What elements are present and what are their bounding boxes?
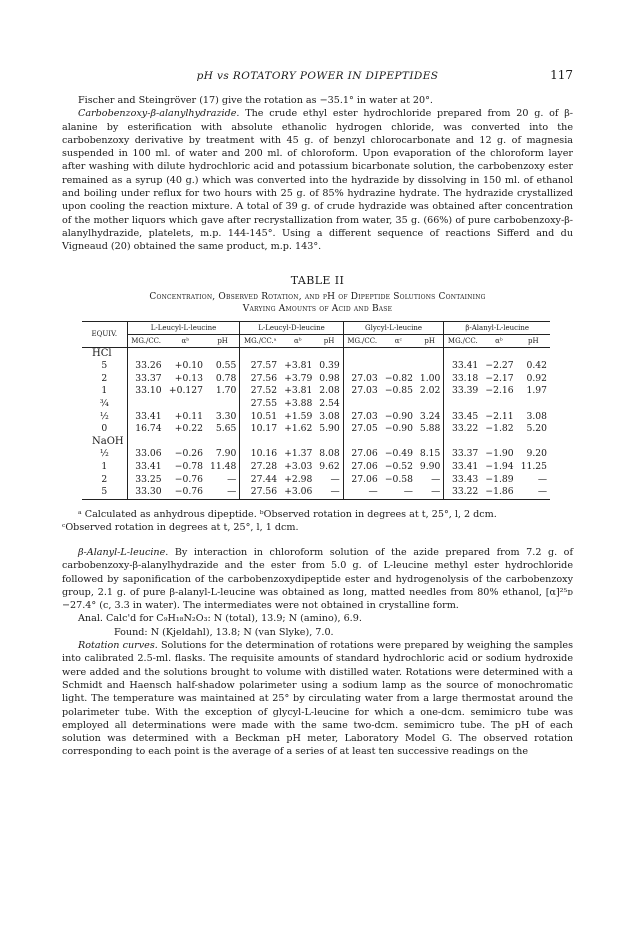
- table-cell: [206, 436, 240, 449]
- table-cell: −0.78: [174, 460, 203, 472]
- table-cell: −0.26: [174, 448, 203, 460]
- table-cell: 27.03: [343, 373, 380, 386]
- table-cell: 27.03: [343, 411, 380, 424]
- paragraph-hydrazide-title: Carbobenzoxy-β-alanylhydrazide.: [78, 108, 240, 120]
- equiv-cell: 2: [101, 473, 108, 485]
- table-cell: 10.16: [240, 448, 280, 461]
- table-cell: 10.51: [240, 411, 280, 424]
- table-cell: 33.43: [444, 474, 481, 487]
- table-cell: [343, 398, 380, 411]
- subheader-cell: pH: [416, 334, 444, 347]
- table-cell: —: [330, 473, 340, 485]
- table-cell: −0.52: [384, 460, 413, 472]
- table-cell: 2.02: [419, 385, 441, 397]
- table-cell: 33.26: [127, 360, 164, 373]
- table-cell: [444, 347, 481, 360]
- table-cell: [127, 398, 164, 411]
- paragraph-rotation-curves: [62, 639, 573, 759]
- table-subheader-row: [82, 334, 550, 347]
- table-cell: [444, 436, 481, 449]
- table-cell: 33.22: [444, 486, 481, 499]
- table-cell: 33.41: [444, 360, 481, 373]
- table-cell: 27.57: [240, 360, 280, 373]
- page-number: 117: [550, 68, 573, 82]
- subheader-cell: pH: [517, 334, 550, 347]
- table-cell: [315, 347, 343, 360]
- table-cell: [127, 347, 164, 360]
- table-cell: [240, 347, 280, 360]
- equiv-cell: ½: [99, 448, 109, 460]
- table-footnote-2: ᶜObserved rotation in degrees at t, 25°, l, 1 dcm.: [62, 521, 299, 533]
- subheader-cell: MG./CC.ᵃ: [240, 334, 280, 347]
- table-cell: 27.05: [343, 423, 380, 436]
- table-cell: +0.22: [174, 423, 203, 435]
- table-cell: 11.25: [520, 460, 547, 472]
- table-cell: [416, 360, 444, 373]
- table-cell: 33.06: [127, 448, 164, 461]
- paragraph-hydrazide: [62, 107, 573, 253]
- table-cell: 33.41: [444, 461, 481, 474]
- table-cell: +0.13: [174, 372, 203, 384]
- table-cell: −0.85: [384, 385, 413, 397]
- table-cell: [381, 398, 416, 411]
- table-cell: 27.06: [343, 461, 380, 474]
- table-cell: 33.41: [127, 461, 164, 474]
- table-cell: 9.62: [319, 460, 340, 472]
- table-cell: −0.49: [384, 448, 413, 460]
- table-cell: −1.94: [485, 460, 514, 472]
- table-cell: [343, 360, 380, 373]
- subheader-cell: αᵇ: [280, 334, 315, 347]
- equiv-cell: 1: [101, 385, 108, 397]
- table-cell: 27.06: [343, 448, 380, 461]
- table-cell: 1.70: [215, 385, 237, 397]
- paragraph-alanyl-leucine: [62, 546, 573, 612]
- table-cell: [416, 347, 444, 360]
- table-cell: 27.55: [240, 398, 280, 411]
- table-footnote-1: ᵃ Calculated as anhydrous dipeptide. ᵇObserved rotation in degrees at t, 25°, l, 2 dcm.: [78, 508, 497, 520]
- table-cell: [444, 398, 481, 411]
- table-cell: −0.90: [384, 410, 413, 422]
- table-row: [82, 385, 550, 398]
- table-cell: +1.59: [284, 410, 313, 422]
- table-cell: [517, 398, 550, 411]
- table-cell: [517, 347, 550, 360]
- table-cell: 1.00: [419, 372, 441, 384]
- table-cell: −2.17: [485, 372, 514, 384]
- table-cell: +0.11: [174, 410, 203, 422]
- subheader-cell: αᵇ: [165, 334, 206, 347]
- table-cell: +3.81: [284, 360, 313, 372]
- equiv-cell: ½: [99, 410, 109, 422]
- table-cell: +1.37: [284, 448, 313, 460]
- table-cell: [280, 347, 315, 360]
- table-cell: 10.17: [240, 423, 280, 436]
- table-cell: [416, 398, 444, 411]
- table-cell: —: [381, 486, 416, 499]
- paragraph-rotation-curves-body: Solutions for the determination of rotations were prepared by weighing the samples into calibrated 2.5-ml. flasks. The requisite amounts of standard hydrochloric acid or sodium hydroxide were added and the solutions brought to volume with distilled water. Rotations were determined with a Schmidt and Haensch half-shadow polarimeter using a sodium lamp as the source of monochromatic light. The temperature was maintained at 25° by circulating water from a large thermostat around the polarimeter tube. With the exception of glycyl-L-leucine for which a one-dcm. semimicro tube was employed all determinations were made with the same two-dcm. semimicro tube. The pH of each solution was determined with a Beckman pH meter, Laboratory Model G. The observed rotation corresponding to each point is the average of a series of at least ten successive readings on the: [62, 640, 573, 758]
- table-cell: 2.54: [319, 397, 340, 409]
- table-cell: 33.25: [127, 474, 164, 487]
- table-cell: −1.86: [481, 486, 516, 499]
- table-cell: 27.56: [240, 486, 280, 499]
- table-cell: —: [517, 486, 550, 499]
- analysis-found: Found: N (Kjeldahl), 13.8; N (van Slyke), 7.0.: [114, 626, 334, 638]
- table-cell: 5.20: [526, 423, 547, 435]
- table-cell: 0.39: [319, 360, 340, 372]
- table-cell: 33.39: [444, 385, 481, 398]
- table-cell: 1.97: [526, 385, 547, 397]
- equiv-cell: 0: [101, 423, 108, 435]
- table-cell: +3.03: [284, 460, 313, 472]
- table-cell: +2.98: [284, 473, 313, 485]
- table-cell: −1.90: [485, 448, 514, 460]
- table-cell: —: [343, 486, 380, 499]
- table-cell: −0.76: [165, 486, 206, 499]
- subheader-cell: pH: [206, 334, 240, 347]
- table-cell: 5.65: [215, 423, 237, 435]
- table-cell: [280, 436, 315, 449]
- table-cell: 5.90: [319, 423, 340, 435]
- table-cell: 7.90: [215, 448, 237, 460]
- table-row: [82, 360, 550, 373]
- table-cell: —: [537, 473, 547, 485]
- table-cell: +3.88: [284, 397, 313, 409]
- table-cell: [206, 398, 240, 411]
- data-table: [82, 321, 550, 500]
- table-row: [82, 373, 550, 386]
- table-cell: 33.18: [444, 373, 481, 386]
- table-cell: 0.78: [215, 372, 237, 384]
- table-row: [82, 474, 550, 487]
- analysis-calculated: Anal. Calc'd for C₉H₁₈N₂O₃: N (total), 13.9; N (amino), 6.9.: [78, 613, 362, 625]
- running-title: pH vs ROTATORY POWER IN DIPEPTIDES: [196, 70, 439, 82]
- paragraph-alanyl-leucine-title: β-Alanyl-L-leucine.: [78, 546, 169, 558]
- table-cell: [127, 436, 164, 449]
- table-cell: 0.98: [319, 372, 340, 384]
- table-cell: 27.52: [240, 385, 280, 398]
- equiv-cell: 1: [101, 460, 108, 472]
- table-cell: 0.55: [215, 360, 237, 372]
- table-cell: [381, 360, 416, 373]
- table-cell: —: [431, 473, 441, 485]
- equiv-cell: 5: [101, 360, 108, 372]
- table-cell: 33.10: [127, 385, 164, 398]
- table-cell: 33.37: [127, 373, 164, 386]
- table-section-label: NaOH: [92, 435, 124, 447]
- table-cell: 9.90: [419, 460, 441, 472]
- table-cell: 27.28: [240, 461, 280, 474]
- table-body: [82, 347, 550, 499]
- paragraph-fischer: Fischer and Steingröver (17) give the rotation as −35.1° in water at 20°.: [78, 95, 433, 106]
- table-cell: 3.24: [419, 410, 441, 422]
- subheader-cell: MG./CC.: [444, 334, 481, 347]
- table-cell: [416, 436, 444, 449]
- table-cell: 8.08: [319, 448, 340, 460]
- table-group-header-row: [82, 321, 550, 334]
- group-header-glycyl-l-leucine: Glycyl-L-leucine: [343, 321, 444, 334]
- table-section-label: HCl: [92, 347, 112, 359]
- equiv-cell: ¾: [99, 397, 109, 409]
- table-cell: —: [416, 486, 444, 499]
- table-cell: [165, 436, 206, 449]
- table-cell: −0.58: [384, 473, 413, 485]
- table-cell: 33.30: [127, 486, 164, 499]
- table-caption-line-2: Varying Amounts of Acid and Base: [242, 303, 393, 314]
- table-caption: [62, 291, 573, 315]
- table-cell: −1.82: [485, 423, 514, 435]
- table-row: [82, 423, 550, 436]
- table-cell: +0.127: [168, 385, 203, 397]
- table-cell: 2.08: [319, 385, 340, 397]
- table-cell: 33.22: [444, 423, 481, 436]
- table-cell: 3.08: [319, 410, 340, 422]
- table-cell: +3.81: [284, 385, 313, 397]
- table-cell: −2.27: [485, 360, 514, 372]
- table-cell: −0.76: [174, 473, 203, 485]
- table-cell: +1.62: [284, 423, 313, 435]
- table-cell: [481, 347, 516, 360]
- table-cell: 27.56: [240, 373, 280, 386]
- table-cell: [165, 347, 206, 360]
- table-cell: −0.90: [384, 423, 413, 435]
- table-cell: 33.37: [444, 448, 481, 461]
- table-cell: [206, 347, 240, 360]
- table-cell: −1.89: [485, 473, 514, 485]
- table-cell: [240, 436, 280, 449]
- table-cell: 27.44: [240, 474, 280, 487]
- paragraph-hydrazide-body: The crude ethyl ester hydrochloride prepared from 20 g. of β-alanine by esterification with absolute ethanolic hydrogen chloride, was converted into the carbobenzoxy derivative by treatment with 45 g. of benzyl chlorocarbonate and 12 g. of magnesia suspended in 100 ml. of water and 200 ml. of chloroform. Upon evaporation of the chloroform layer after washing with dilute hydrochloric acid and potassium bicarbonate solution, the carbobenzoxy ester remained as a syrup (40 g.) which was converted into the hydrazide by dissolving in 150 ml. of ethanol and boiling under reflux for two hours with 25 g. of 85% hydrazine hydrate. The hydrazide crystallized upon cooling the reaction mixture. A total of 39 g. of crude hydrazide was obtained after concentration of the mother liquors which gave after recrystallization from water, 35 g. (66%) of pure carbobenzoxy-β-alanylhydrazide, platelets, m.p. 144-145°. Using a different sequence of reactions Sifferd and du Vigneaud (20) obtained the same product, m.p. 143°.: [62, 108, 573, 253]
- subheader-cell: MG./CC.: [343, 334, 380, 347]
- table-cell: 27.03: [343, 385, 380, 398]
- paragraph-alanyl-leucine-body: By interaction in chloroform solution of the azide prepared from 7.2 g. of carbobenzoxy-β-alanylhydrazide and the ester from 5.0 g. of L-leucine methyl ester hydrochloride followed by saponification of the carbobenzoxydipeptide ester and hydrogenolysis of the carbobenzoxy group, 2.1 g. of pure β-alanyl-L-leucine was obtained as long, matted needles from 80% ethanol, [α]²⁵ᴅ −27.4° (c, 3.3 in water). The intermediates were not obtained in crystalline form.: [62, 546, 573, 612]
- table-cell: —: [227, 473, 237, 485]
- table-row: [82, 448, 550, 461]
- table-section-row: [82, 436, 550, 449]
- table-cell: +3.06: [280, 486, 315, 499]
- table-cell: −2.16: [485, 385, 514, 397]
- table-cell: 3.08: [526, 410, 547, 422]
- table-cell: +3.79: [284, 372, 313, 384]
- table-cell: 0.42: [526, 360, 547, 372]
- table-label: TABLE II: [290, 273, 345, 287]
- table-cell: 16.74: [127, 423, 164, 436]
- table-cell: 27.06: [343, 474, 380, 487]
- table-section-row: [82, 347, 550, 360]
- table-cell: 9.20: [526, 448, 547, 460]
- equiv-cell: 5: [82, 486, 127, 499]
- subheader-cell: αᶜ: [381, 334, 416, 347]
- table-cell: −0.82: [384, 372, 413, 384]
- table-row: [82, 398, 550, 411]
- paragraph-rotation-curves-title: Rotation curves.: [78, 640, 158, 652]
- group-header-alanyl-l-leucine: β-Alanyl-L-leucine: [444, 321, 550, 334]
- equiv-header: EQUIV.: [82, 321, 127, 347]
- table-row: [82, 486, 550, 499]
- table-row: [82, 461, 550, 474]
- table-row: [82, 411, 550, 424]
- subheader-cell: αᵇ: [481, 334, 516, 347]
- table-cell: [517, 436, 550, 449]
- equiv-cell: 2: [101, 372, 108, 384]
- table-cell: 0.92: [526, 372, 547, 384]
- table-cell: [481, 436, 516, 449]
- table-cell: [315, 436, 343, 449]
- table-cell: [381, 436, 416, 449]
- table-cell: 33.45: [444, 411, 481, 424]
- table-cell: [343, 347, 380, 360]
- table-cell: 33.41: [127, 411, 164, 424]
- table-caption-line-1: Concentration, Observed Rotation, and pH of Dipeptide Solutions Containing: [149, 291, 486, 302]
- table-cell: —: [315, 486, 343, 499]
- table-cell: 5.88: [419, 423, 441, 435]
- table-cell: 11.48: [210, 460, 237, 472]
- table-cell: —: [206, 486, 240, 499]
- table-cell: [381, 347, 416, 360]
- table-cell: [343, 436, 380, 449]
- table-cell: 3.30: [215, 410, 237, 422]
- table-cell: −2.11: [485, 410, 514, 422]
- group-header-leucyl-d-leucine: L-Leucyl-D-leucine: [240, 321, 343, 334]
- table-cell: +0.10: [174, 360, 203, 372]
- subheader-cell: MG./CC.: [127, 334, 164, 347]
- running-header: [62, 70, 573, 88]
- table-cell: 8.15: [419, 448, 441, 460]
- group-header-leucyl-l-leucine: L-Leucyl-L-leucine: [127, 321, 240, 334]
- table-cell: [481, 398, 516, 411]
- subheader-cell: pH: [315, 334, 343, 347]
- table-cell: [165, 398, 206, 411]
